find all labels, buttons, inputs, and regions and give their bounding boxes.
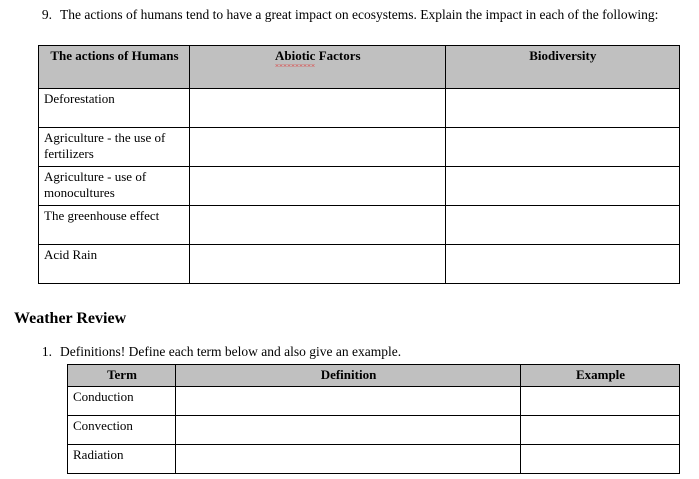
question-9-number: 9. bbox=[41, 7, 52, 22]
question-9-text: The actions of humans tend to have a great impact on ecosystems. Explain the impact in each of the following: bbox=[60, 7, 659, 22]
table-row bbox=[39, 167, 680, 206]
answer-cell-biodiversity[interactable] bbox=[445, 89, 679, 128]
answer-cell-abiotic[interactable] bbox=[190, 89, 446, 128]
answer-cell-biodiversity[interactable] bbox=[445, 128, 679, 167]
column-header-definition: Definition bbox=[176, 365, 521, 387]
row-label-conduction: Conduction bbox=[68, 387, 176, 416]
answer-cell-example[interactable] bbox=[521, 416, 680, 445]
column-header-abiotic-factors: Abiotic Factors bbox=[190, 46, 446, 89]
question-9-block bbox=[30, 6, 690, 23]
row-label-deforestation: Deforestation bbox=[39, 89, 190, 128]
definitions-table bbox=[67, 364, 680, 474]
table-row bbox=[68, 387, 680, 416]
answer-cell-definition[interactable] bbox=[176, 387, 521, 416]
answer-cell-biodiversity[interactable] bbox=[445, 167, 679, 206]
question-1-row bbox=[30, 343, 690, 360]
column-header-term: Term bbox=[68, 365, 176, 387]
table-row bbox=[39, 89, 680, 128]
answer-cell-example[interactable] bbox=[521, 445, 680, 474]
answer-cell-example[interactable] bbox=[521, 387, 680, 416]
question-1-text: Definitions! Define each term below and also give an example. bbox=[60, 344, 402, 359]
answer-cell-biodiversity[interactable] bbox=[445, 245, 679, 284]
row-label-convection: Convection bbox=[68, 416, 176, 445]
answer-cell-definition[interactable] bbox=[176, 416, 521, 445]
answer-cell-biodiversity[interactable] bbox=[445, 206, 679, 245]
column-header-example: Example bbox=[521, 365, 680, 387]
answer-cell-abiotic[interactable] bbox=[190, 245, 446, 284]
question-1-block bbox=[30, 343, 690, 360]
answer-cell-abiotic[interactable] bbox=[190, 167, 446, 206]
row-label-monocultures: Agriculture - use of monocultures bbox=[39, 167, 190, 206]
question-9-row bbox=[30, 6, 690, 23]
section-heading-weather-review: Weather Review bbox=[14, 310, 127, 327]
row-label-acid-rain: Acid Rain bbox=[39, 245, 190, 284]
table-row bbox=[39, 245, 680, 284]
table-header-row bbox=[68, 365, 680, 387]
answer-cell-abiotic[interactable] bbox=[190, 206, 446, 245]
column-header-actions: The actions of Humans bbox=[39, 46, 190, 89]
human-impact-table bbox=[38, 45, 680, 284]
table-row bbox=[68, 416, 680, 445]
question-1-number: 1. bbox=[41, 344, 52, 359]
table-row bbox=[39, 206, 680, 245]
table-row bbox=[39, 128, 680, 167]
answer-cell-abiotic[interactable] bbox=[190, 128, 446, 167]
answer-cell-definition[interactable] bbox=[176, 445, 521, 474]
table-header-row bbox=[39, 46, 680, 89]
table-row bbox=[68, 445, 680, 474]
row-label-radiation: Radiation bbox=[68, 445, 176, 474]
row-label-fertilizers: Agriculture - the use of fertilizers bbox=[39, 128, 190, 167]
misspelled-word: Abiotic bbox=[274, 48, 316, 63]
column-header-biodiversity: Biodiversity bbox=[445, 46, 679, 89]
row-label-greenhouse-effect: The greenhouse effect bbox=[39, 206, 190, 245]
